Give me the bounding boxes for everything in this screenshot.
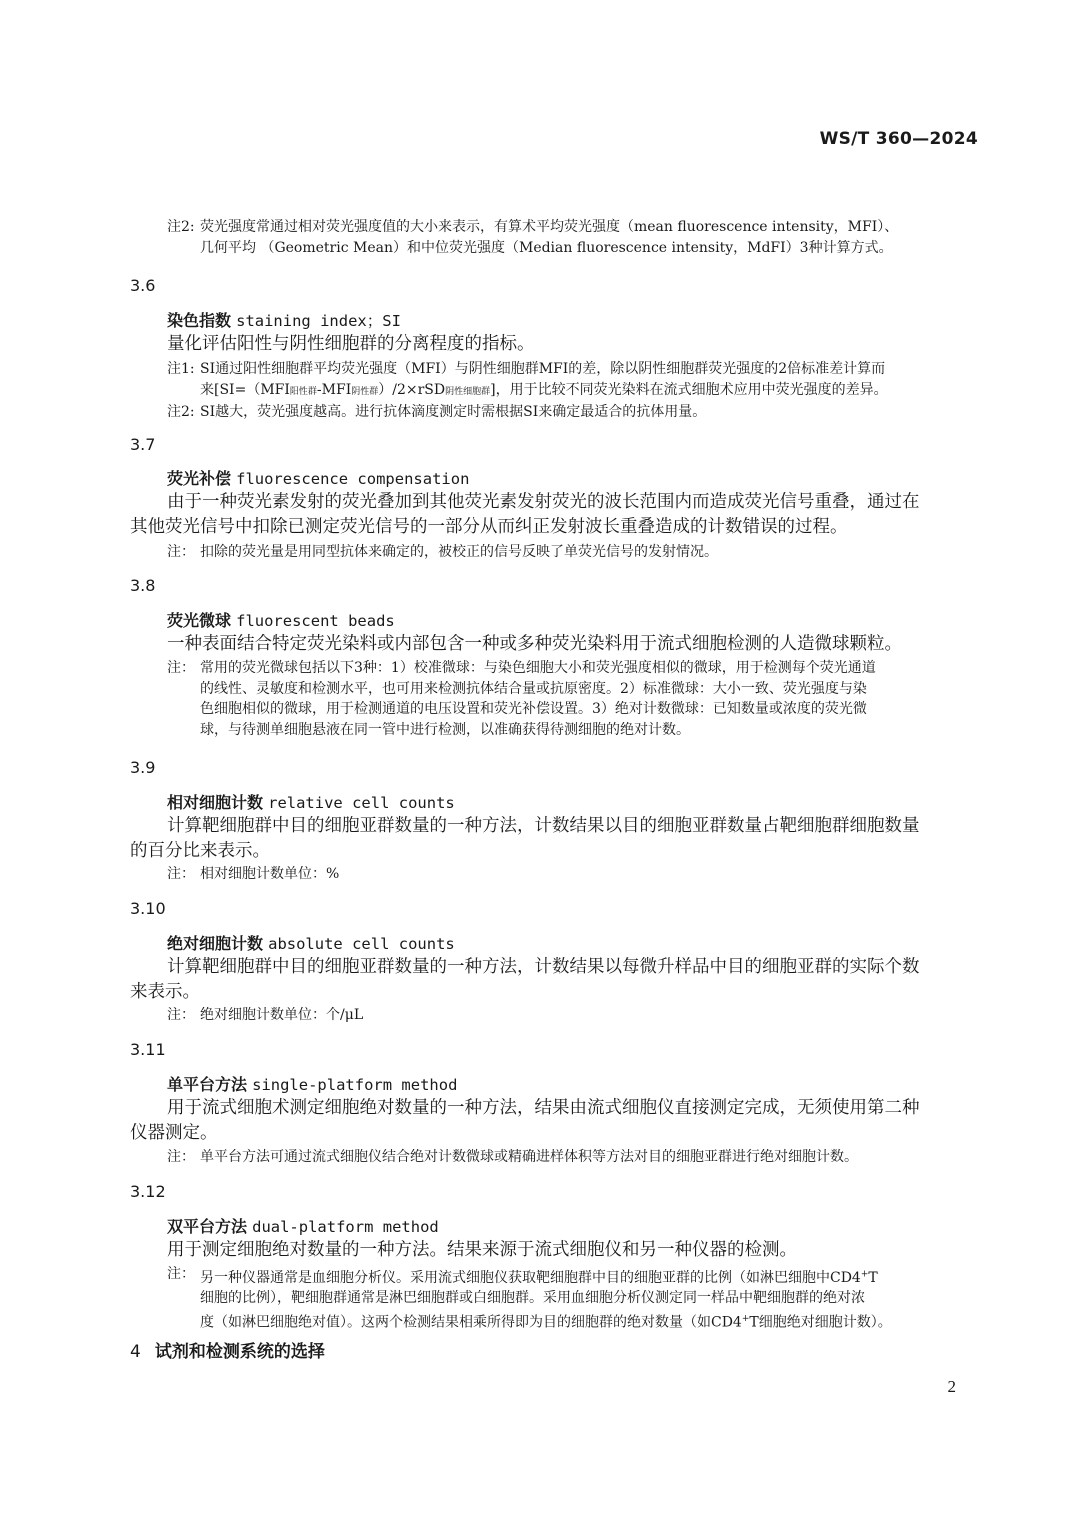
term-title bbox=[130, 792, 980, 814]
term-chinese: 荧光补偿 bbox=[167, 469, 232, 488]
term-chinese: 荧光微球 bbox=[167, 611, 232, 630]
section-number: 3.6 bbox=[130, 276, 156, 295]
section-note bbox=[130, 658, 980, 740]
note-text: 常用的荧光微球包括以下3种：1）校准微球：与染色细胞大小和荧光强度相似的微球，用于检测每个荧光通道 bbox=[200, 660, 876, 676]
note-text: 的线性、灵敏度和检测水平，也可用来检测抗体结合量或抗原密度。2）标准微球：大小一致、荧光强度与染 bbox=[200, 680, 867, 697]
note-tag: 注： bbox=[167, 660, 195, 676]
term-chinese: 双平台方法 bbox=[167, 1217, 248, 1236]
note-text: 度（如淋巴细胞绝对值）。这两个检测结果相乘所得即为目的细胞群的绝对数量（如CD4+T细胞绝对细胞计数）。 bbox=[200, 1313, 892, 1331]
term-title bbox=[130, 310, 980, 332]
section-3-7 bbox=[130, 434, 980, 456]
section-number: 3.9 bbox=[130, 758, 156, 777]
term-chinese: 染色指数 bbox=[167, 311, 232, 330]
term-definition: 计算靶细胞群中目的细胞亚群数量的一种方法，计数结果以目的细胞亚群数量占靶细胞群细胞数量 bbox=[167, 816, 920, 836]
term-english: relative cell counts bbox=[268, 794, 455, 812]
term-english: fluorescence compensation bbox=[236, 470, 470, 488]
note-tag: 注： bbox=[167, 1266, 195, 1282]
document-code: WS/T 360—2024 bbox=[819, 129, 978, 149]
term-title bbox=[130, 1074, 980, 1096]
note-tag: 注2: bbox=[167, 219, 195, 235]
note-tag: 注2: bbox=[167, 404, 195, 420]
note-text: 细胞的比例），靶细胞群通常是淋巴细胞群或白细胞群。采用血细胞分析仪测定同一样品中靶细胞群的绝对浓 bbox=[200, 1290, 865, 1307]
term-definition: 由于一种荧光素发射的荧光叠加到其他荧光素发射荧光的波长范围内而造成荧光信号重叠，通过在 bbox=[167, 492, 920, 512]
section-number: 3.8 bbox=[130, 576, 156, 595]
section-3-6 bbox=[130, 275, 980, 297]
section-number: 3.11 bbox=[130, 1040, 166, 1059]
section-number: 3.10 bbox=[130, 899, 166, 918]
note-text: 绝对细胞计数单位：个/μL bbox=[200, 1007, 364, 1023]
note-tag: 注： bbox=[167, 1007, 195, 1023]
term-english: staining index；SI bbox=[236, 312, 401, 330]
note-text: SI越大，荧光强度越高。进行抗体滴度测定时需根据SI来确定最适合的抗体用量。 bbox=[200, 404, 707, 420]
note-text: 另一种仪器通常是血细胞分析仪。采用流式细胞仪获取靶细胞群中目的细胞亚群的比例（如淋巴细胞中CD4+T bbox=[200, 1269, 878, 1286]
note-text: 色细胞相似的微球，用于检测通道的电压设置和荧光补偿设置。3）绝对计数微球：已知数量或浓度的荧光微 bbox=[200, 701, 867, 717]
term-english: fluorescent beads bbox=[236, 612, 395, 630]
note-text: SI通过阳性细胞群平均荧光强度（MFI）与阴性细胞群MFI的差，除以阴性细胞群荧光强度的2倍标准差计算而 bbox=[200, 361, 886, 377]
section-note bbox=[130, 1147, 980, 1168]
term-english: absolute cell counts bbox=[268, 935, 455, 953]
section-3-11 bbox=[130, 1039, 980, 1061]
term-english: dual-platform method bbox=[252, 1218, 439, 1236]
term-chinese: 单平台方法 bbox=[167, 1075, 248, 1094]
note-tag: 注1: bbox=[167, 361, 195, 377]
note-tag: 注： bbox=[167, 544, 195, 560]
term-definition: 量化评估阳性与阴性细胞群的分离程度的指标。 bbox=[167, 334, 535, 354]
section-number: 3.12 bbox=[130, 1182, 166, 1201]
note-text: 球，与待测单细胞悬液在同一管中进行检测，以准确获得待测细胞的绝对计数。 bbox=[200, 721, 690, 738]
note-tag: 注： bbox=[167, 866, 195, 882]
chapter-title: 试剂和检测系统的选择 bbox=[154, 1342, 325, 1362]
section-3-10 bbox=[130, 898, 980, 920]
term-definition: 来表示。 bbox=[130, 982, 200, 1002]
term-chinese: 相对细胞计数 bbox=[167, 793, 264, 812]
note-tag: 注： bbox=[167, 1149, 195, 1165]
section-note bbox=[130, 542, 980, 563]
section-3-6-notes bbox=[130, 359, 980, 423]
term-definition: 一种表面结合特定荧光染料或内部包含一种或多种荧光染料用于流式细胞检测的人造微球颗粒。 bbox=[167, 634, 902, 654]
page-number: 2 bbox=[947, 1377, 956, 1396]
term-chinese: 绝对细胞计数 bbox=[167, 934, 264, 953]
section-3-9 bbox=[130, 757, 980, 779]
term-title bbox=[130, 610, 980, 632]
term-english: single-platform method bbox=[252, 1076, 458, 1094]
note-text: 荧光强度常通过相对荧光强度值的大小来表示，有算术平均荧光强度（mean fluorescence intensity，MFI）、 bbox=[200, 219, 899, 235]
term-definition: 用于流式细胞术测定细胞绝对数量的一种方法，结果由流式细胞仪直接测定完成，无须使用第二种 bbox=[167, 1098, 920, 1118]
intro-note bbox=[130, 217, 980, 258]
note-text: 扣除的荧光量是用同型抗体来确定的，被校正的信号反映了单荧光信号的发射情况。 bbox=[200, 544, 718, 560]
note-text: 相对细胞计数单位：% bbox=[200, 866, 340, 882]
term-title bbox=[130, 468, 980, 490]
term-title bbox=[130, 1216, 980, 1238]
section-3-12 bbox=[130, 1181, 980, 1203]
section-note bbox=[130, 864, 980, 885]
section-note bbox=[130, 1264, 980, 1333]
section-note bbox=[130, 1005, 980, 1026]
chapter-number: 4 bbox=[130, 1342, 141, 1362]
term-title bbox=[130, 933, 980, 955]
note-text: 来[SI=（MFI阳性群-MFI阴性群）/2×rSD阴性细胞群]，用于比较不同荧光染料在流式细胞术应用中荧光强度的差异。 bbox=[200, 381, 888, 398]
term-definition: 仪器测定。 bbox=[130, 1123, 218, 1143]
term-definition: 用于测定细胞绝对数量的一种方法。结果来源于流式细胞仪和另一种仪器的检测。 bbox=[167, 1240, 797, 1260]
term-definition: 的百分比来表示。 bbox=[130, 841, 270, 861]
note-text: 几何平均 （Geometric Mean）和中位荧光强度（Median fluorescence intensity，MdFI）3种计算方式。 bbox=[200, 239, 893, 256]
term-definition: 计算靶细胞群中目的细胞亚群数量的一种方法，计数结果以每微升样品中目的细胞亚群的实际个数 bbox=[167, 957, 920, 977]
term-definition: 其他荧光信号中扣除已测定荧光信号的一部分从而纠正发射波长重叠造成的计数错误的过程。 bbox=[130, 517, 848, 537]
chapter-4-heading bbox=[130, 1341, 980, 1363]
note-text: 单平台方法可通过流式细胞仪结合绝对计数微球或精确进样体积等方法对目的细胞亚群进行绝对细胞计数。 bbox=[200, 1149, 858, 1165]
section-3-8 bbox=[130, 575, 980, 597]
section-number: 3.7 bbox=[130, 435, 156, 454]
